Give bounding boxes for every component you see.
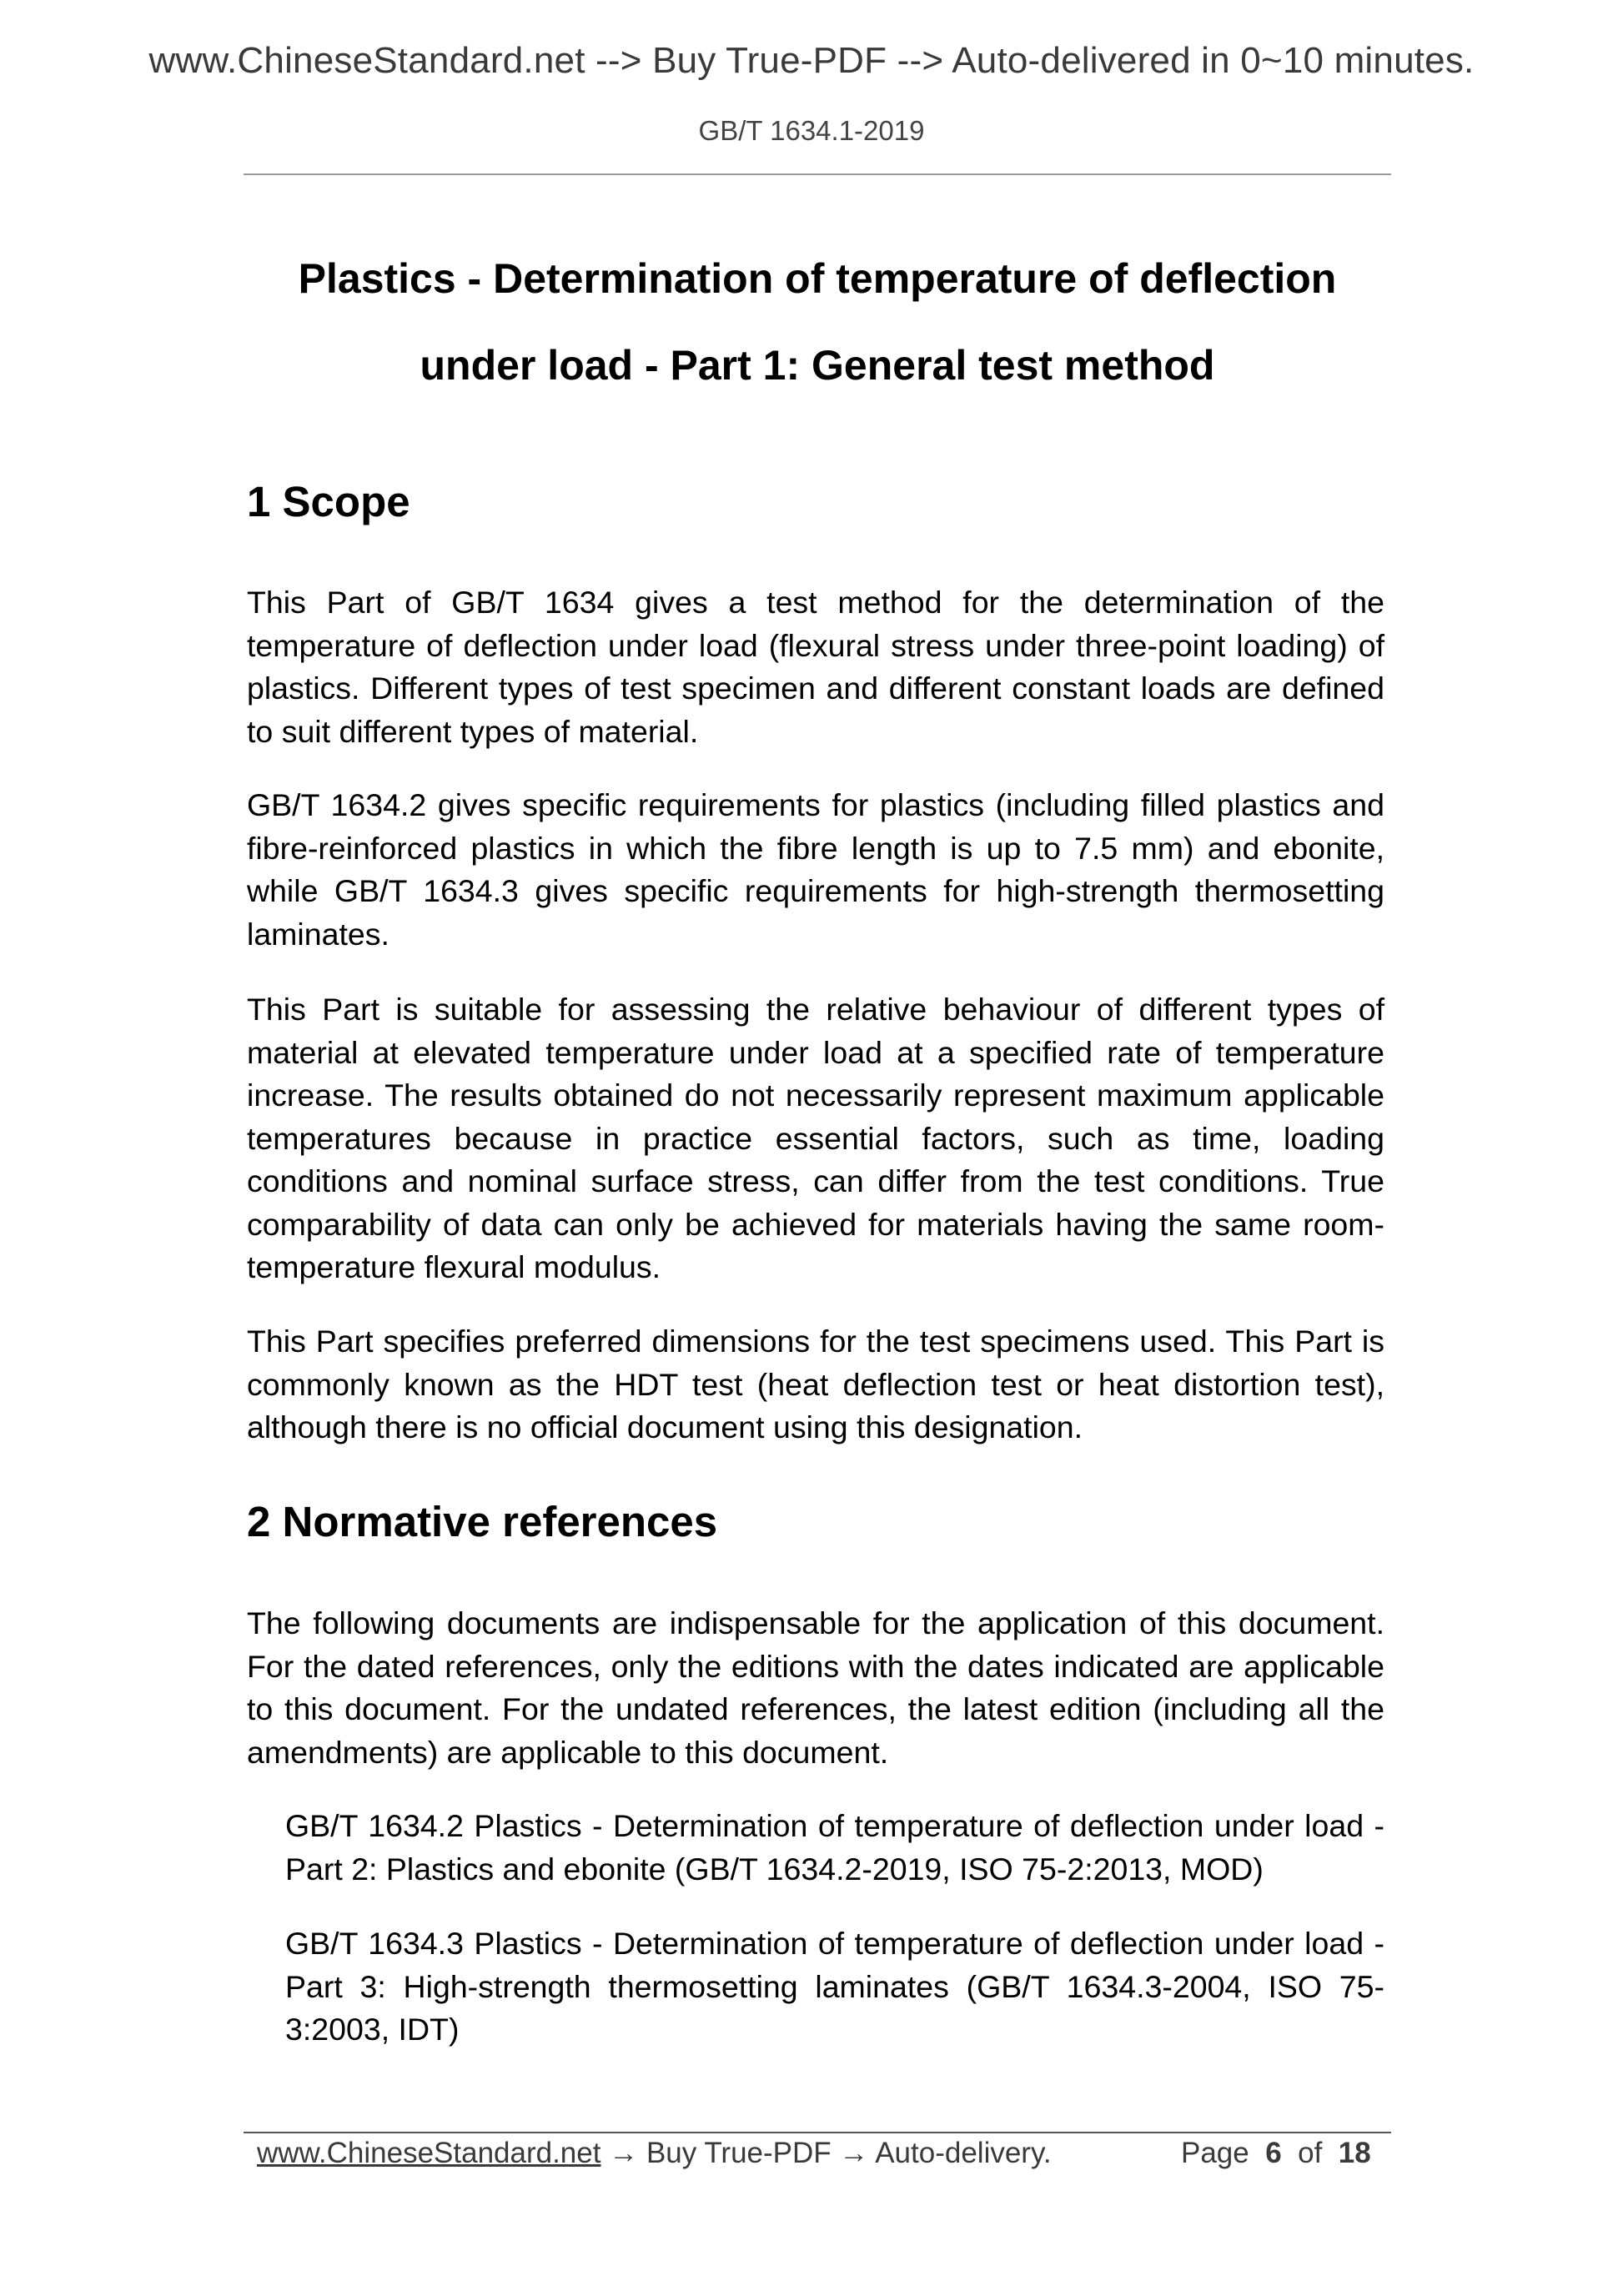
page-total: 18 [1338,2137,1371,2169]
normative-references-paragraph: The following documents are indispensable for the application of this document. For the dated references, only the editions with the dates indicated are applicable to this document. For the undated references, the latest edition (including all the amendments) are applicable to this document. [247,1605,1384,1770]
of-label: of [1298,2137,1323,2169]
arrow-right-icon: → [839,2137,869,2169]
section-heading-normative-references: 2 Normative references [247,1498,718,1545]
reference-item: GB/T 1634.3 Plastics - Determination of temperature of deflection under load - Part 3: High-strength thermosetting laminates (GB/T 1634.3-2004, ISO 75-3:2003, IDT) [285,1926,1384,2047]
standard-code: GB/T 1634.1-2019 [698,115,925,146]
scope-paragraph-2: GB/T 1634.2 gives specific requirements for plastics (including filled plastics and fibre-reinforced plastics in which the fibre length is up to 7.5 mm) and ebonite, while GB/T 1634.3 gives specific requirements for high-strength thermosetting laminates. [247,787,1384,952]
scope-paragraph-3: This Part is suitable for assessing the relative behaviour of different types of material at elevated temperature under load at a specified rate of temperature increase. The results obtained do not necessarily represent maximum applicable temperatures because in practice essential factors, such as time, loading conditions and nominal surface stress, can differ from the test conditions. True comparability of data can only be achieved for materials having the same room-temperature flexural modulus. [247,992,1384,1284]
site-banner: www.ChineseStandard.net --> Buy True-PDF --> Auto-delivered in 0~10 minutes. [148,40,1475,81]
footer-delivery-text: Auto-delivery. [875,2137,1052,2169]
footer-site-link[interactable]: www.ChineseStandard.net [257,2137,601,2169]
scope-paragraph-1: This Part of GB/T 1634 gives a test method for the determination of the temperature of deflection under load (flexural stress under three-point loading) of plastics. Different types of test specimen and different constant loads are defined to suit different types of material. [247,585,1384,749]
reference-item: GB/T 1634.2 Plastics - Determination of temperature of deflection under load - Part 2: Plastics and ebonite (GB/T 1634.2-2019, ISO 75-2:2013, MOD) [285,1808,1384,1887]
header-divider [244,173,1391,175]
footer-divider [244,2132,1391,2133]
footer-buy-text: Buy True-PDF [646,2137,832,2169]
document-title-line-2: under load - Part 1: General test method [420,342,1215,389]
footer-promo [257,2137,1052,2170]
page-indicator [1181,2137,1371,2170]
page-label: Page [1181,2137,1249,2169]
section-heading-scope: 1 Scope [247,478,410,525]
document-title-line-1: Plastics - Determination of temperature of deflection [298,255,1337,302]
arrow-right-icon: → [609,2137,639,2169]
page-number: 6 [1265,2137,1282,2169]
scope-paragraph-4: This Part specifies preferred dimensions for the test specimens used. This Part is commonly known as the HDT test (heat deflection test or heat distortion test), although there is no official document using this designation. [247,1324,1384,1444]
document-title [244,235,1391,409]
